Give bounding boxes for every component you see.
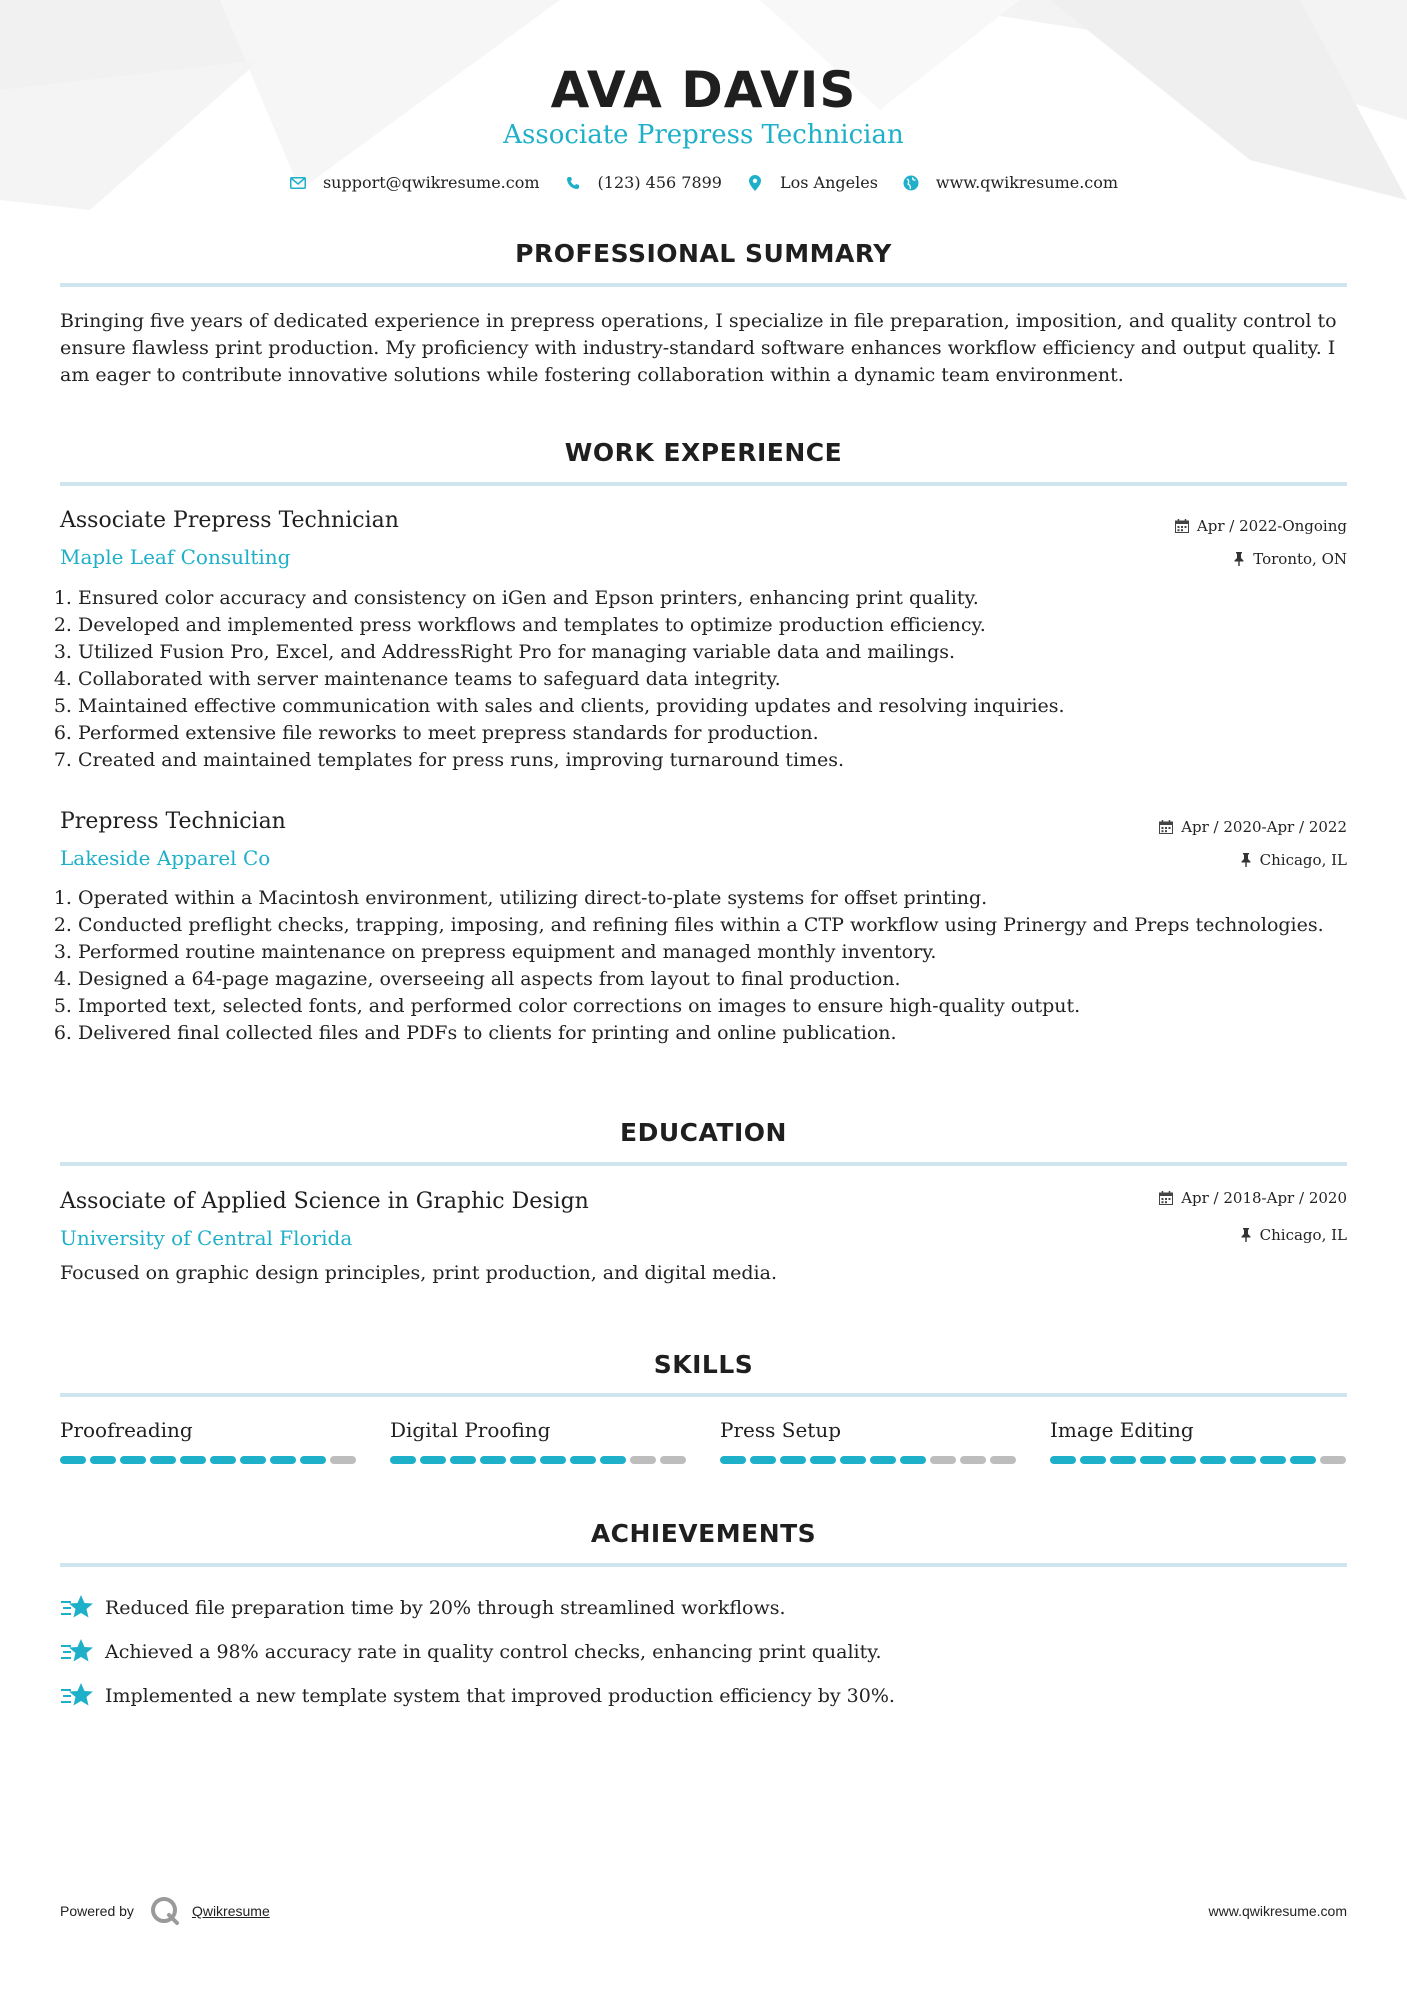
achievement-text: Achieved a 98% accuracy rate in quality control checks, enhancing print quality. bbox=[105, 1641, 882, 1663]
star-icon bbox=[60, 1637, 94, 1667]
skill-segment-filled bbox=[840, 1456, 866, 1464]
phone-icon bbox=[564, 174, 582, 192]
footer bbox=[60, 1896, 1347, 1926]
skills-grid bbox=[60, 1416, 1347, 1464]
duties-list bbox=[60, 885, 1365, 1047]
pushpin-icon bbox=[1240, 1228, 1252, 1242]
school-name: University of Central Florida bbox=[60, 1226, 353, 1250]
star-icon bbox=[60, 1681, 94, 1711]
job-location bbox=[1233, 548, 1347, 570]
dates-text: Apr / 2020-Apr / 2022 bbox=[1181, 818, 1347, 836]
education-location bbox=[1240, 1224, 1347, 1246]
education-dates bbox=[1159, 1187, 1347, 1209]
footer-branding bbox=[60, 1896, 270, 1926]
list-item: 1. Ensured color accuracy and consistency on iGen and Epson printers, enhancing print quality. bbox=[78, 585, 1365, 612]
achievement-text: Reduced file preparation time by 20% through streamlined workflows. bbox=[105, 1597, 786, 1619]
skill-segment-filled bbox=[540, 1456, 566, 1464]
brand-link[interactable]: Qwikresume bbox=[191, 1903, 270, 1919]
skill-name: Press Setup bbox=[720, 1418, 841, 1442]
job-title: Associate Prepress Technician bbox=[60, 508, 399, 533]
skill-segment-filled bbox=[720, 1456, 746, 1464]
skill-level-bar bbox=[720, 1456, 1020, 1464]
contact-bar bbox=[60, 171, 1347, 195]
education-section-title: EDUCATION bbox=[620, 1118, 787, 1147]
contact-phone[interactable] bbox=[564, 171, 722, 195]
skill-segment-filled bbox=[780, 1456, 806, 1464]
skill-segment-empty bbox=[960, 1456, 986, 1464]
skill-segment-filled bbox=[240, 1456, 266, 1464]
skill-level-bar bbox=[60, 1456, 360, 1464]
phone-text: (123) 456 7899 bbox=[597, 173, 722, 192]
calendar-icon bbox=[1159, 820, 1173, 834]
skill-segment-filled bbox=[1110, 1456, 1136, 1464]
skill-segment-filled bbox=[1230, 1456, 1256, 1464]
contact-email[interactable] bbox=[289, 171, 540, 195]
list-item: 3. Utilized Fusion Pro, Excel, and AddressRight Pro for managing variable data and mailings. bbox=[78, 639, 1365, 666]
job-title: Prepress Technician bbox=[60, 809, 286, 834]
contact-website[interactable] bbox=[902, 171, 1118, 195]
skill-segment-filled bbox=[1170, 1456, 1196, 1464]
section-divider bbox=[60, 283, 1347, 287]
achievement-text: Implemented a new template system that improved production efficiency by 30%. bbox=[105, 1685, 895, 1707]
achievements-list bbox=[60, 1586, 1347, 1718]
contact-location bbox=[746, 171, 878, 195]
skill-segment-filled bbox=[1050, 1456, 1076, 1464]
skill-segment-filled bbox=[390, 1456, 416, 1464]
section-divider bbox=[60, 1563, 1347, 1567]
calendar-icon bbox=[1175, 519, 1189, 533]
skill-segment-filled bbox=[750, 1456, 776, 1464]
list-item: 6. Performed extensive file reworks to meet prepress standards for production. bbox=[78, 720, 1365, 747]
summary-text: Bringing five years of dedicated experience in prepress operations, I specialize in file preparation, imposition, and quality control to ensure flawless print production. My proficiency with industry-standard software enhances workflow efficiency and output quality. I am eager to contribute innovative solutions while fostering collaboration within a dynamic team environment. bbox=[60, 310, 1337, 386]
list-item: 4. Designed a 64-page magazine, overseeing all aspects from layout to final production. bbox=[78, 966, 1365, 993]
skills-section-title: SKILLS bbox=[653, 1350, 754, 1379]
list-item: 1. Operated within a Macintosh environment, utilizing direct-to-plate systems for offset printing. bbox=[78, 885, 1365, 912]
location-text: Los Angeles bbox=[779, 173, 878, 192]
skill-segment-empty bbox=[1320, 1456, 1346, 1464]
section-divider bbox=[60, 1393, 1347, 1397]
skill-segment-empty bbox=[930, 1456, 956, 1464]
skill-segment-filled bbox=[480, 1456, 506, 1464]
skill-segment-empty bbox=[990, 1456, 1016, 1464]
skill-segment-filled bbox=[510, 1456, 536, 1464]
skill-segment-filled bbox=[1260, 1456, 1286, 1464]
star-icon bbox=[60, 1593, 94, 1623]
footer-website-link[interactable]: www.qwikresume.com bbox=[1208, 1903, 1347, 1919]
section-divider bbox=[60, 1162, 1347, 1166]
skill-segment-filled bbox=[1290, 1456, 1316, 1464]
list-item: 2. Developed and implemented press workflows and templates to optimize production efficiency. bbox=[78, 612, 1365, 639]
dates-text: Apr / 2018-Apr / 2020 bbox=[1181, 1189, 1347, 1207]
skill-name: Image Editing bbox=[1050, 1418, 1194, 1442]
skill-segment-empty bbox=[660, 1456, 686, 1464]
skill-segment-filled bbox=[600, 1456, 626, 1464]
skill-segment-filled bbox=[870, 1456, 896, 1464]
skill-segment-filled bbox=[120, 1456, 146, 1464]
skill-segment-empty bbox=[630, 1456, 656, 1464]
skill-segment-filled bbox=[180, 1456, 206, 1464]
location-text: Chicago, IL bbox=[1259, 1226, 1347, 1244]
skill-item bbox=[1050, 1416, 1350, 1464]
skill-segment-filled bbox=[450, 1456, 476, 1464]
map-pin-icon bbox=[746, 174, 764, 192]
section-divider bbox=[60, 482, 1347, 486]
job-dates bbox=[1175, 515, 1347, 537]
powered-by-text: Powered by bbox=[60, 1903, 134, 1919]
skill-segment-empty bbox=[330, 1456, 356, 1464]
skill-name: Digital Proofing bbox=[390, 1418, 551, 1442]
skill-item bbox=[60, 1416, 360, 1464]
skill-segment-filled bbox=[810, 1456, 836, 1464]
skill-name: Proofreading bbox=[60, 1418, 193, 1442]
dates-text: Apr / 2022-Ongoing bbox=[1196, 517, 1347, 535]
location-text: Chicago, IL bbox=[1259, 851, 1347, 869]
skill-level-bar bbox=[390, 1456, 690, 1464]
email-text: support@qwikresume.com bbox=[322, 173, 540, 192]
degree-title: Associate of Applied Science in Graphic Design bbox=[60, 1189, 589, 1214]
list-item: 7. Created and maintained templates for press runs, improving turnaround times. bbox=[78, 747, 1365, 774]
pushpin-icon bbox=[1240, 853, 1252, 867]
list-item: 4. Collaborated with server maintenance teams to safeguard data integrity. bbox=[78, 666, 1365, 693]
skill-segment-filled bbox=[1200, 1456, 1226, 1464]
list-item: 5. Maintained effective communication with sales and clients, providing updates and resolving inquiries. bbox=[78, 693, 1365, 720]
skill-segment-filled bbox=[150, 1456, 176, 1464]
skill-segment-filled bbox=[210, 1456, 236, 1464]
job-location bbox=[1240, 849, 1347, 871]
summary-section-title: PROFESSIONAL SUMMARY bbox=[515, 239, 892, 268]
calendar-icon bbox=[1159, 1191, 1173, 1205]
skill-segment-filled bbox=[60, 1456, 86, 1464]
list-item: 5. Imported text, selected fonts, and performed color corrections on images to ensure high-quality output. bbox=[78, 993, 1365, 1020]
candidate-role: Associate Prepress Technician bbox=[503, 120, 904, 150]
website-text: www.qwikresume.com bbox=[935, 173, 1119, 192]
skill-item bbox=[720, 1416, 1020, 1464]
achievements-section-title: ACHIEVEMENTS bbox=[590, 1519, 817, 1548]
pushpin-icon bbox=[1233, 552, 1245, 566]
envelope-icon bbox=[289, 174, 307, 192]
duties-list bbox=[60, 585, 1365, 774]
globe-icon bbox=[902, 174, 920, 192]
job-dates bbox=[1159, 816, 1347, 838]
experience-section-title: WORK EXPERIENCE bbox=[564, 438, 843, 467]
skill-segment-filled bbox=[900, 1456, 926, 1464]
company-name: Lakeside Apparel Co bbox=[60, 846, 271, 870]
skill-segment-filled bbox=[1080, 1456, 1106, 1464]
location-text: Toronto, ON bbox=[1253, 550, 1347, 568]
skill-segment-filled bbox=[300, 1456, 326, 1464]
education-description: Focused on graphic design principles, print production, and digital media. bbox=[60, 1262, 777, 1284]
achievement-item bbox=[60, 1674, 1347, 1718]
achievement-item bbox=[60, 1630, 1347, 1674]
skill-segment-filled bbox=[90, 1456, 116, 1464]
list-item: 3. Performed routine maintenance on prepress equipment and managed monthly inventory. bbox=[78, 939, 1365, 966]
candidate-name: AVA DAVIS bbox=[550, 61, 857, 119]
skill-segment-filled bbox=[420, 1456, 446, 1464]
list-item: 6. Delivered final collected files and PDFs to clients for printing and online publication. bbox=[78, 1020, 1365, 1047]
skill-segment-filled bbox=[270, 1456, 296, 1464]
qwikresume-logo-icon bbox=[150, 1896, 180, 1926]
company-name: Maple Leaf Consulting bbox=[60, 545, 291, 569]
skill-level-bar bbox=[1050, 1456, 1350, 1464]
skill-item bbox=[390, 1416, 690, 1464]
achievement-item bbox=[60, 1586, 1347, 1630]
list-item: 2. Conducted preflight checks, trapping, imposing, and refining files within a CTP workflow using Prinergy and Preps technologies. bbox=[78, 912, 1365, 939]
skill-segment-filled bbox=[570, 1456, 596, 1464]
skill-segment-filled bbox=[1140, 1456, 1166, 1464]
